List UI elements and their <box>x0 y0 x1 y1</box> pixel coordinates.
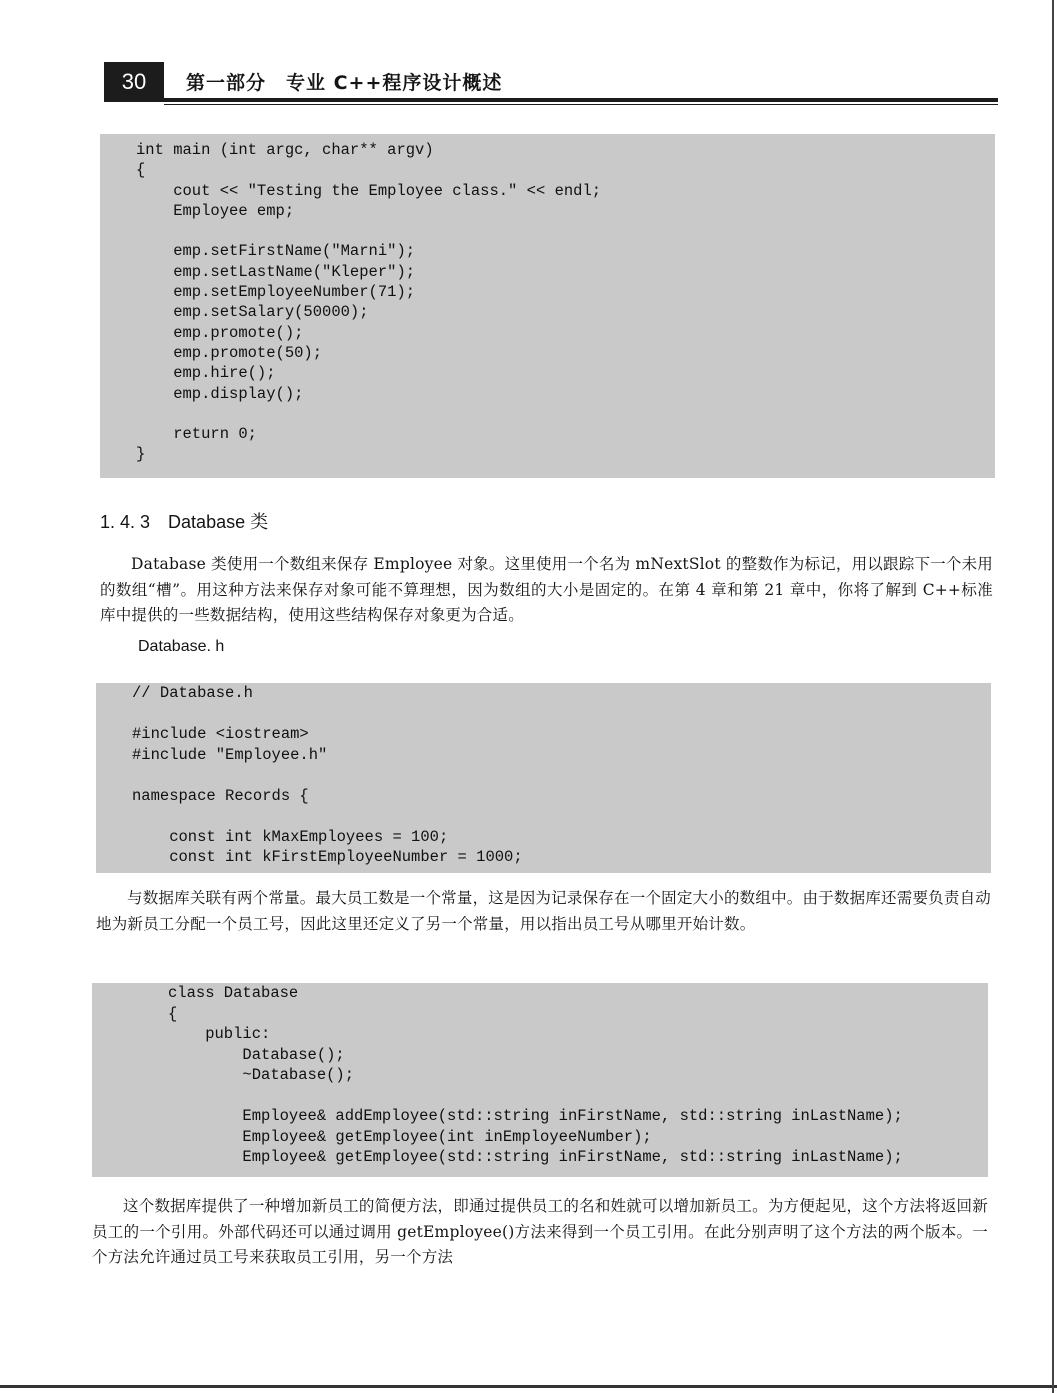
code-line: #include <iostream> <box>132 725 309 743</box>
file-label: Database. h <box>138 638 225 655</box>
page-right-edge <box>1052 0 1054 1393</box>
code-line: emp.setFirstName("Marni"); <box>136 242 416 261</box>
code-line: Employee& getEmployee(std::string inFirstName, std::string inLastName); <box>168 1148 903 1166</box>
code-line <box>136 221 995 241</box>
code-block-main <box>100 134 995 478</box>
code-line: Employee& getEmployee(int inEmployeeNumber); <box>168 1127 652 1146</box>
code-line: return 0; <box>136 425 257 444</box>
code-line: emp.promote(50); <box>136 343 323 362</box>
code-line: emp.setEmployeeNumber(71); <box>136 283 416 302</box>
header-rule-thin <box>164 104 998 105</box>
code-line: { <box>168 1004 178 1023</box>
code-line: emp.hire(); <box>136 364 276 383</box>
code-line <box>132 806 991 827</box>
code-line: // Database.h <box>132 684 253 702</box>
code-line: int main (int argc, char** argv) <box>136 141 434 159</box>
code-block-database-header <box>96 683 991 873</box>
code-line: { <box>136 161 146 180</box>
body-paragraph-database: Database 类使用一个数组来保存 Employee 对象。这里使用一个名为 mNextSlot 的整数作为标记，用以跟踪下一个未用的数组“槽”。用这种方法来保存对象可能不算理想，因为数组的大小是固定的。在第 4 章和第 21 章中，你将了解到 C++标准库中提供的一些数据结构，使用这些结构保存对象更为合适。 <box>100 555 993 624</box>
page-bottom-edge <box>0 1385 1057 1388</box>
code-line: Employee& addEmployee(std::string inFirstName, std::string inLastName); <box>168 1107 903 1125</box>
page-number: 30 <box>104 62 164 102</box>
code-block-database-class <box>92 983 988 1177</box>
code-line: Employee emp; <box>136 201 295 220</box>
code-line: public: <box>168 1025 271 1043</box>
body-paragraph-constants: 与数据库关联有两个常量。最大员工数是一个常量，这是因为记录保存在一个固定大小的数组中。由于数据库还需要负责自动地为新员工分配一个员工号，因此这里还定义了另一个常量，用以指出员工号从哪里开始计数。 <box>96 889 991 933</box>
code-line <box>168 1086 988 1107</box>
code-line: const int kMaxEmployees = 100; <box>132 827 449 846</box>
code-line: const int kFirstEmployeeNumber = 1000; <box>132 848 523 866</box>
code-line: ~Database(); <box>168 1066 355 1084</box>
code-line: namespace Records { <box>132 786 309 805</box>
code-line <box>132 765 991 786</box>
chapter-title: 第一部分 专业 C++程序设计概述 <box>186 72 503 94</box>
code-line <box>132 704 991 725</box>
code-line: Database(); <box>168 1045 345 1064</box>
section-heading <box>100 508 268 534</box>
code-line: emp.setSalary(50000); <box>136 303 369 322</box>
body-paragraph-methods: 这个数据库提供了一种增加新员工的简便方法，即通过提供员工的名和姓就可以增加新员工。为方便起见，这个方法将返回新员工的一个引用。外部代码还可以通过调用 getEmployee()方法来得到一个员工引用。在此分别声明了这个方法的两个版本。一个方法允许通过员工号来获取员工引用，另一个方法 <box>92 1197 988 1266</box>
code-line: emp.display(); <box>136 384 304 403</box>
code-line: class Database <box>168 984 299 1002</box>
page-header <box>100 58 1000 104</box>
section-title: Database 类 <box>168 512 269 532</box>
header-rule <box>164 98 998 102</box>
code-line <box>136 404 995 424</box>
code-line: } <box>136 445 146 464</box>
code-line: cout << "Testing the Employee class." << endl; <box>136 181 602 200</box>
section-number: 1. 4. 3 <box>100 512 151 532</box>
code-line: #include "Employee.h" <box>132 745 328 764</box>
code-line: emp.setLastName("Kleper"); <box>136 262 416 281</box>
code-line: emp.promote(); <box>136 323 304 342</box>
